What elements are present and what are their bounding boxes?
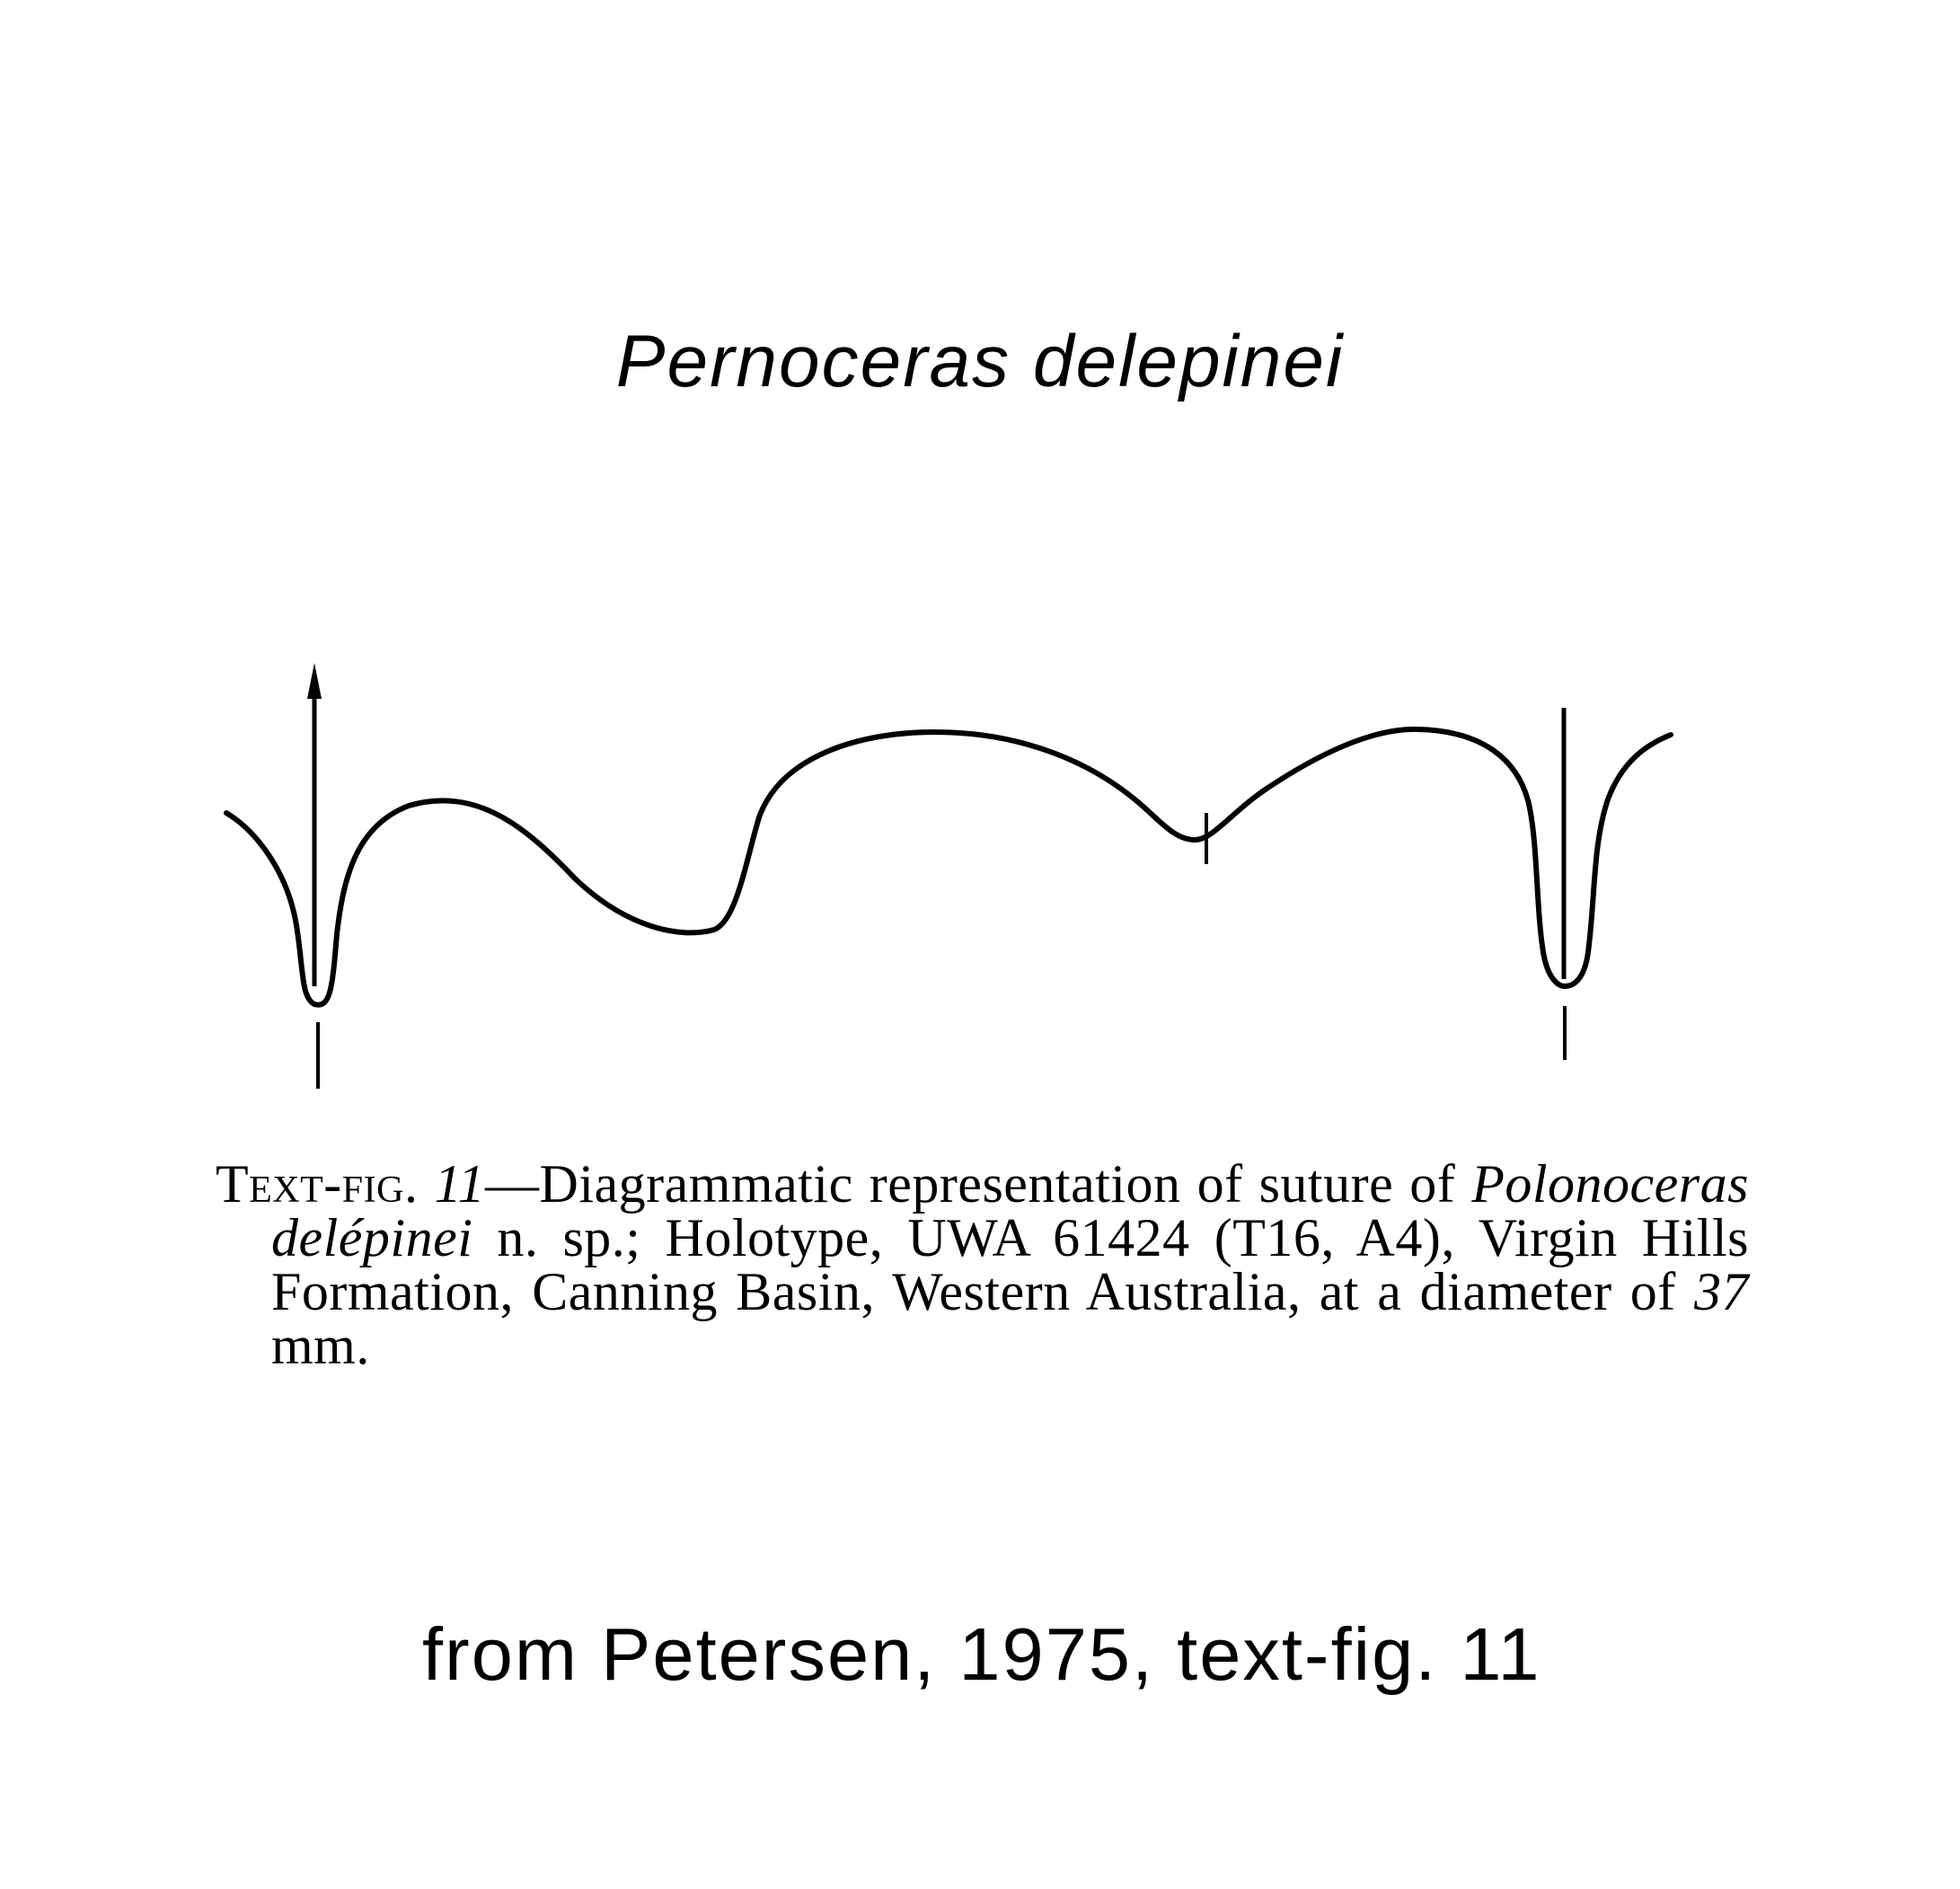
caption-label: Text-fig. bbox=[216, 1154, 419, 1214]
source-credit: from Petersen, 1975, text-fig. 11 bbox=[422, 1612, 1541, 1696]
caption-species: Polonoceras delépinei bbox=[271, 1154, 1749, 1267]
figure-caption bbox=[216, 1154, 1749, 1375]
caption-number: 11 bbox=[434, 1154, 486, 1214]
caption-text-1: —Diagrammatic representation of suture of bbox=[485, 1154, 1472, 1214]
caption-unit: mm. bbox=[271, 1316, 370, 1375]
caption-text-2: n. sp.; Holotype, UWA 61424 (T16, A4), Virgin Hills Formation, Canning Basin, Western Australia, at a diameter of bbox=[271, 1208, 1749, 1321]
suture-line bbox=[226, 729, 1671, 1005]
left-arrow-head bbox=[307, 663, 322, 699]
caption-diameter: 37 bbox=[1694, 1262, 1749, 1321]
figure-title: Pernoceras delepinei bbox=[615, 321, 1345, 402]
